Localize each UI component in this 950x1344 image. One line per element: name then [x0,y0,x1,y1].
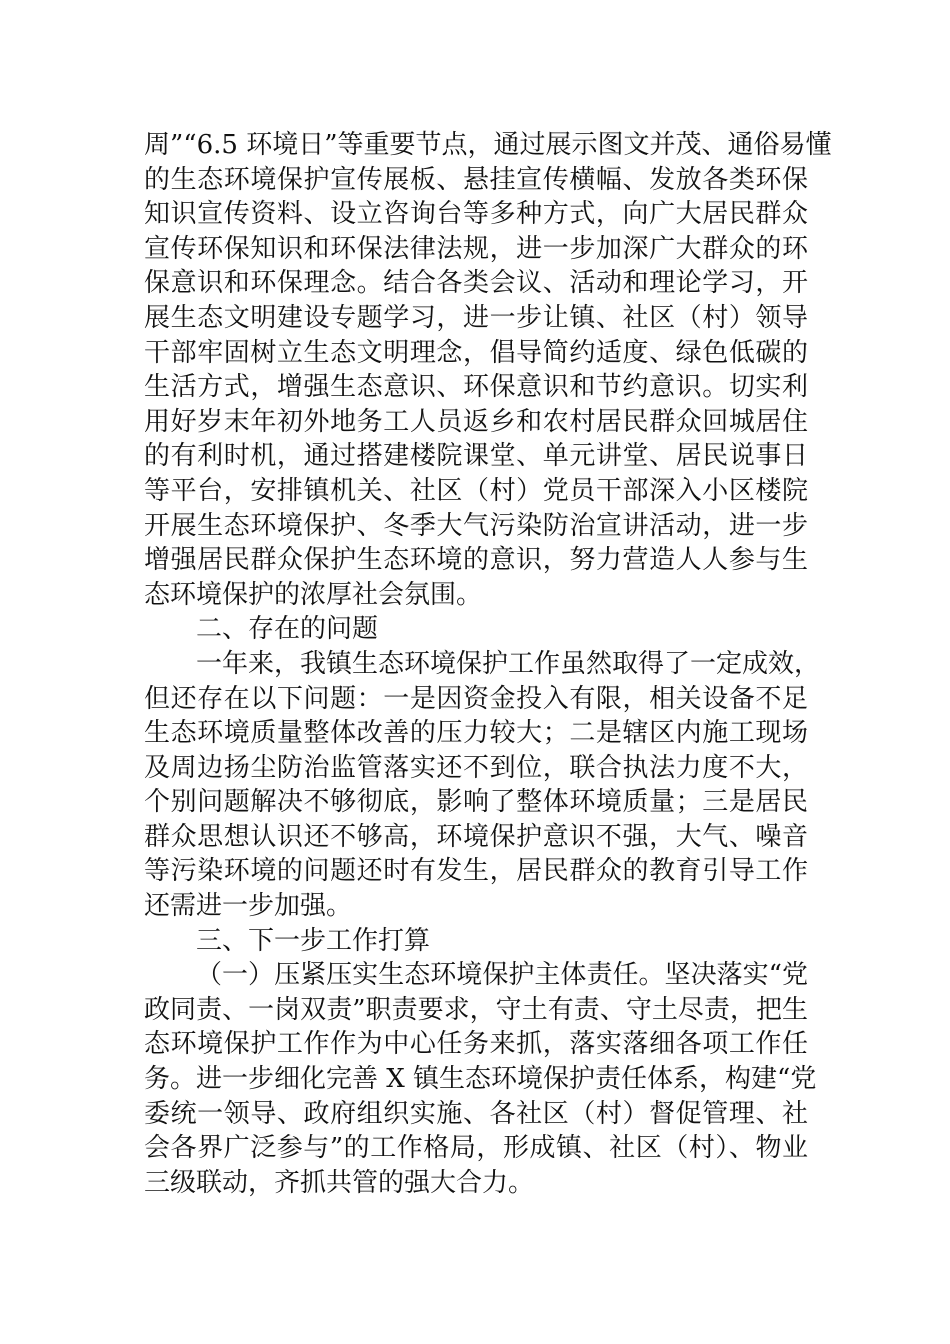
text-line: 一年来，我镇生态环境保护工作虽然取得了一定成效， [196,648,821,679]
text-line: 用好岁末年初外地务工人员返乡和农村居民群众回城居住 [144,406,808,437]
text-line: 还需进一步加强。 [144,891,353,922]
text-line: 政同责、一岗双责”职责要求，守土有责、守土尽责，把生 [144,994,808,1025]
text-line: 干部牢固树立生态文明理念，倡导简约适度、绿色低碳的 [144,337,808,368]
text-line: 增强居民群众保护生态环境的意识，努力营造人人参与生 [144,545,808,576]
text-line: 周”“6.5 环境日”等重要节点，通过展示图文并茂、通俗易懂 [144,130,832,160]
text-line: 态环境保护的浓厚社会氛围。 [144,579,483,610]
text-line: 生态环境质量整体改善的压力较大；二是辖区内施工现场 [144,718,808,749]
text-line: 及周边扬尘防治监管落实还不到位，联合执法力度不大， [144,752,808,783]
text-line: 务。进一步细化完善 X 镇生态环境保护责任体系，构建“党 [144,1064,817,1095]
section-heading: 二、存在的问题 [196,614,379,645]
text-line: 态环境保护工作作为中心任务来抓，落实落细各项工作任 [144,1029,808,1060]
text-line: 群众思想认识还不够高，环境保护意识不强，大气、噪音 [144,821,808,852]
text-line: （一）压紧压实生态环境保护主体责任。坚决落实“党 [196,960,808,991]
text-line: 宣传环保知识和环保法律法规，进一步加深广大群众的环 [144,233,808,264]
text-line: 等污染环境的问题还时有发生，居民群众的教育引导工作 [144,856,808,887]
text-line: 展生态文明建设专题学习，进一步让镇、社区（村）领导 [144,302,808,333]
text-line: 三级联动，齐抓共管的强大合力。 [144,1167,535,1198]
text-line: 保意识和环保理念。结合各类会议、活动和理论学习，开 [144,268,808,299]
text-line: 等平台，安排镇机关、社区（村）党员干部深入小区楼院 [144,475,808,506]
text-line: 个别问题解决不够彻底，影响了整体环境质量；三是居民 [144,787,808,818]
document-body [144,128,832,1200]
section-heading: 三、下一步工作打算 [196,925,431,956]
text-line: 会各界广泛参与”的工作格局，形成镇、社区（村）、物业 [144,1133,808,1164]
text-line: 但还存在以下问题：一是因资金投入有限，相关设备不足 [144,683,808,714]
text-line: 知识宣传资料、设立咨询台等多种方式，向广大居民群众 [144,199,808,230]
text-line: 的有利时机，通过搭建楼院课堂、单元讲堂、居民说事日 [144,441,808,472]
text-line: 委统一领导、政府组织实施、各社区（村）督促管理、社 [144,1098,808,1129]
text-line: 开展生态环境保护、冬季大气污染防治宣讲活动，进一步 [144,510,808,541]
text-line: 的生态环境保护宣传展板、悬挂宣传横幅、发放各类环保 [144,164,808,195]
text-line: 生活方式，增强生态意识、环保意识和节约意识。切实利 [144,372,808,403]
